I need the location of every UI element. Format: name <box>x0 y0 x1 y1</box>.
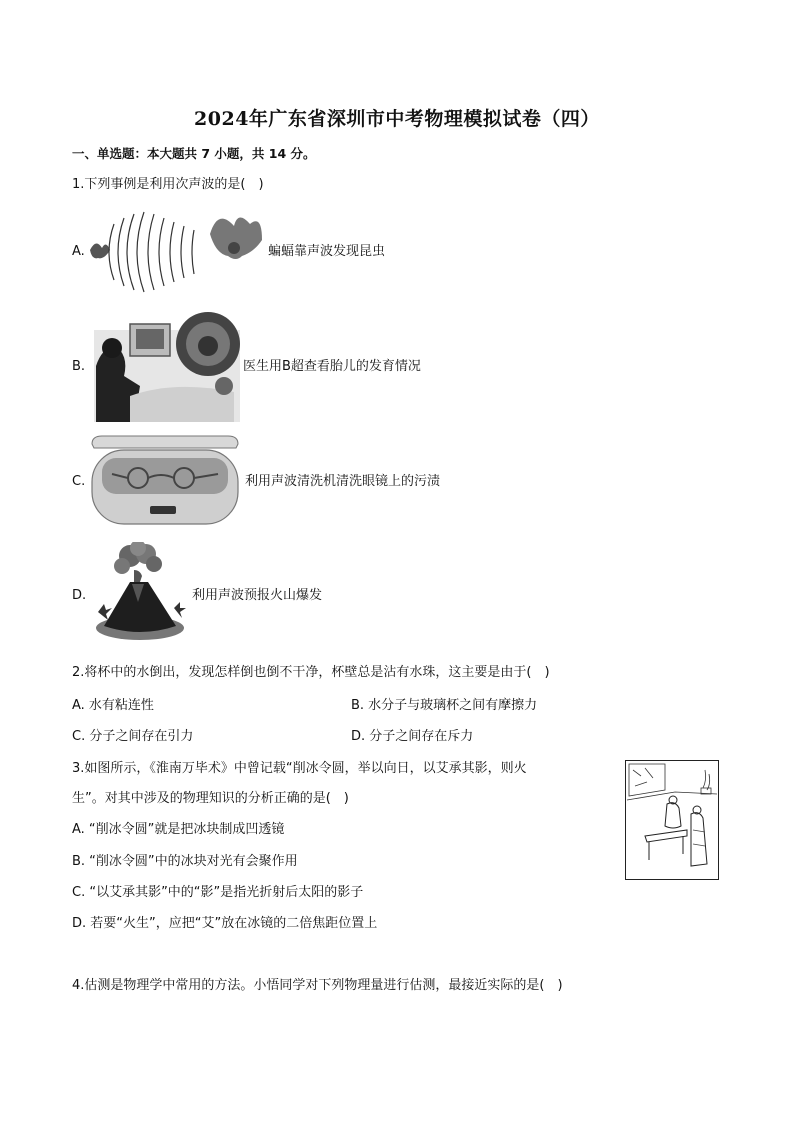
ultrasonic-cleaner-icon <box>88 432 242 528</box>
bat-and-moth-icon <box>86 204 266 300</box>
q3-option-a: A. “削冰令圆”就是把冰块制成凹透镜 <box>72 822 285 837</box>
q4-stem: 4.估测是物理学中常用的方法。小悟同学对下列物理量进行估测，最接近实际的是( ) <box>72 978 563 993</box>
q1-option-a-text: 蝙蝠靠声波发现昆虫 <box>268 244 386 259</box>
q2-option-a: A. 水有粘连性 <box>72 698 154 713</box>
q1-option-b-text: 医生用B超查看胎儿的发育情况 <box>243 359 421 374</box>
q1-option-c-text: 利用声波清洗机清洗眼镜上的污渍 <box>245 474 441 489</box>
q3-option-b: B. “削冰令圆”中的冰块对光有会聚作用 <box>72 854 298 869</box>
q2-option-d: D. 分子之间存在斥力 <box>351 729 474 744</box>
q3-stem-line2: 生”。对其中涉及的物理知识的分析正确的是( ) <box>72 791 349 806</box>
ancient-scholar-illustration <box>625 760 719 880</box>
q1-option-d-text: 利用声波预报火山爆发 <box>192 588 323 603</box>
q1-option-a-letter: A. <box>72 244 85 259</box>
q1-stem: 1.下列事例是利用次声波的是( ) <box>72 177 264 192</box>
q3-option-d: D. 若要“火生”，应把“艾”放在冰镜的二倍焦距位置上 <box>72 916 378 931</box>
q2-stem: 2.将杯中的水倒出，发现怎样倒也倒不干净，杯壁总是沾有水珠，这主要是由于( ) <box>72 665 550 680</box>
q1-option-d-letter: D. <box>72 588 87 603</box>
q2-option-b: B. 水分子与玻璃杯之间有摩擦力 <box>351 698 538 713</box>
ultrasound-exam-icon <box>94 310 240 422</box>
section-heading: 一、单选题：本大题共 7 小题，共 14 分。 <box>72 146 316 161</box>
q3-stem-line1: 3.如图所示，《淮南万毕术》中曾记载“削冰令圆，举以向日，以艾承其影，则火 <box>72 761 527 776</box>
q2-option-c: C. 分子之间存在引力 <box>72 729 194 744</box>
q1-option-b-letter: B. <box>72 359 86 374</box>
page-title: 2024年广东省深圳市中考物理模拟试卷（四） <box>194 108 600 130</box>
q1-option-c-letter: C. <box>72 474 86 489</box>
volcano-icon <box>94 542 186 642</box>
q3-option-c: C. “以艾承其影”中的“影”是指光折射后太阳的影子 <box>72 885 364 900</box>
